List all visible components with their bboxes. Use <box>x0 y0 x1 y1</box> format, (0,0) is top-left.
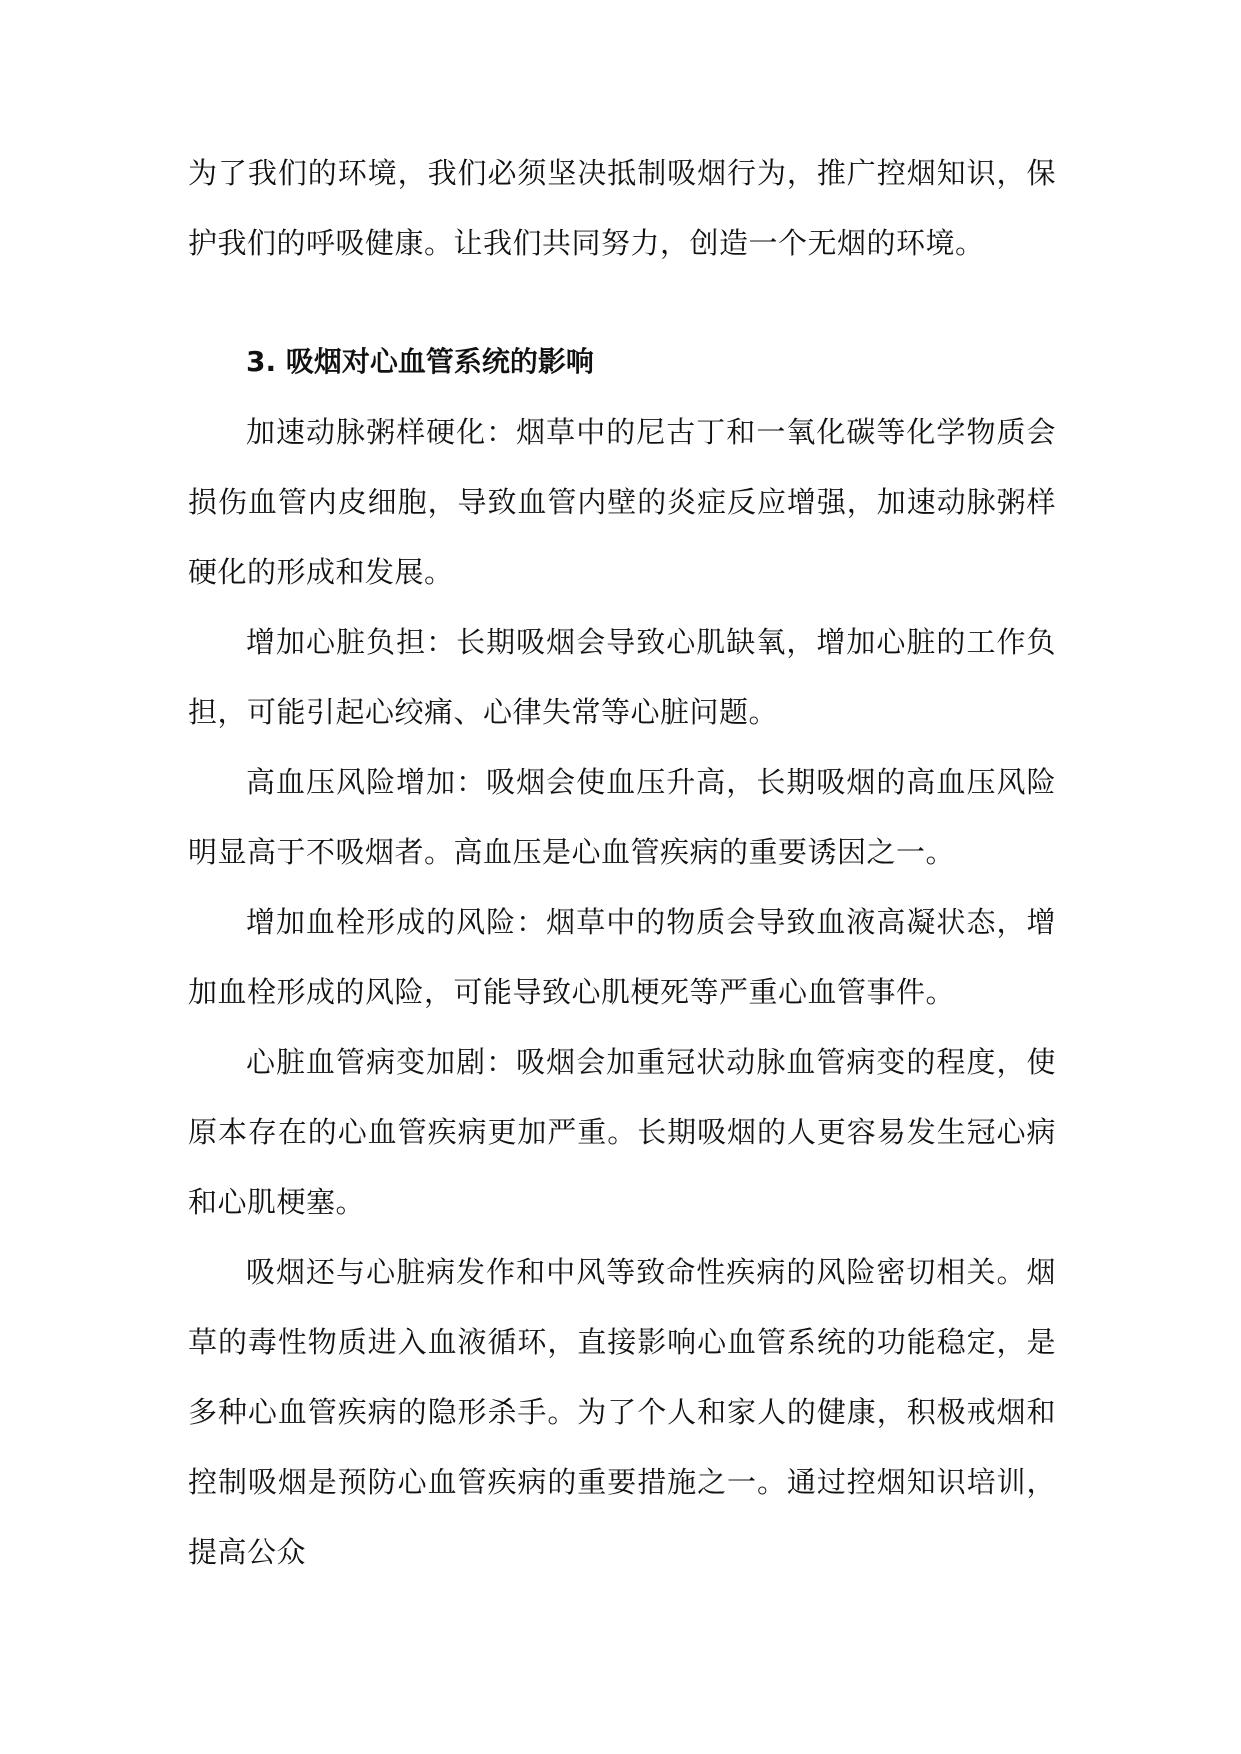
paragraph-atherosclerosis: 加速动脉粥样硬化：烟草中的尼古丁和一氧化碳等化学物质会损伤血管内皮细胞，导致血管内壁的炎症反应增强，加速动脉粥样硬化的形成和发展。 <box>188 415 1056 589</box>
section-heading: 3. 吸烟对心血管系统的影响 <box>246 345 594 378</box>
paragraph-thrombosis: 增加血栓形成的风险：烟草中的物质会导致血液高凝状态，增加血栓形成的风险，可能导致心肌梗死等严重心血管事件。 <box>188 905 1056 1009</box>
paragraph-hypertension: 高血压风险增加：吸烟会使血压升高，长期吸烟的高血压风险明显高于不吸烟者。高血压是心血管疾病的重要诱因之一。 <box>188 765 1056 869</box>
document-body <box>188 138 1056 1587</box>
paragraph-vascular-lesions: 心脏血管病变加剧：吸烟会加重冠状动脉血管病变的程度，使原本存在的心血管疾病更加严重。长期吸烟的人更容易发生冠心病和心肌梗塞。 <box>188 1045 1056 1219</box>
paragraph-heart-burden: 增加心脏负担：长期吸烟会导致心肌缺氧，增加心脏的工作负担，可能引起心绞痛、心律失常等心脏问题。 <box>188 625 1056 729</box>
intro-paragraph: 为了我们的环境，我们必须坚决抵制吸烟行为，推广控烟知识，保护我们的呼吸健康。让我们共同努力，创造一个无烟的环境。 <box>188 156 1056 260</box>
paragraph-summary: 吸烟还与心脏病发作和中风等致命性疾病的风险密切相关。烟草的毒性物质进入血液循环，直接影响心血管系统的功能稳定，是多种心血管疾病的隐形杀手。为了个人和家人的健康，积极戒烟和控制吸烟是预防心血管疾病的重要措施之一。通过控烟知识培训，提高公众 <box>188 1255 1056 1569</box>
